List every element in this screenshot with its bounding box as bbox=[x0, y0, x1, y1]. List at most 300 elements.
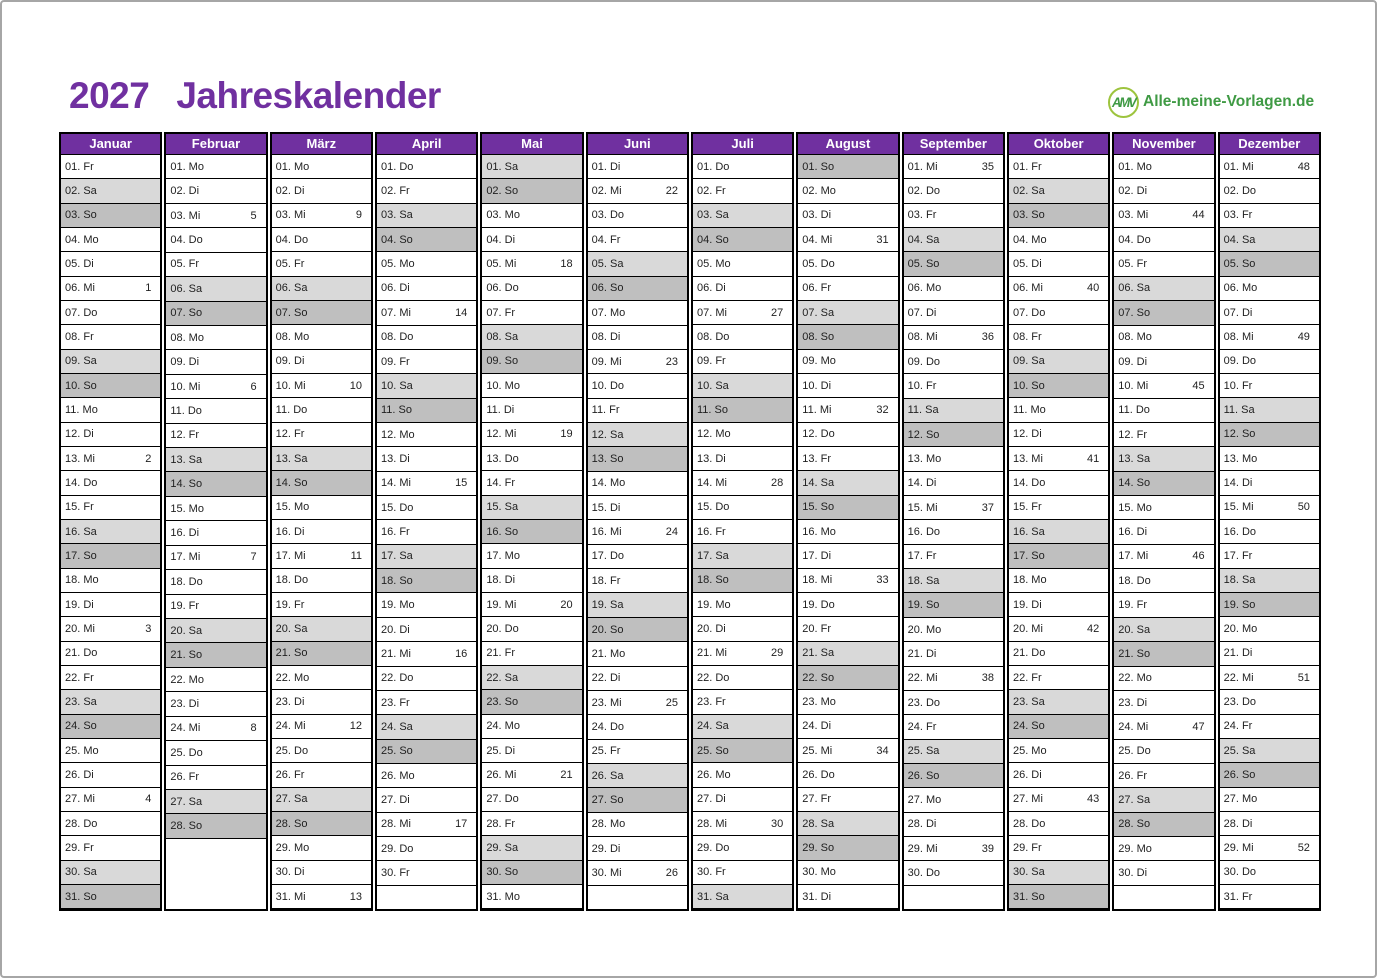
day-cell bbox=[1220, 350, 1319, 374]
day-cell bbox=[272, 423, 371, 447]
day-cell bbox=[1009, 228, 1108, 252]
day-cell bbox=[588, 472, 687, 496]
day-label: 10. Sa bbox=[380, 379, 413, 392]
day-cell bbox=[798, 861, 897, 885]
day-cell bbox=[166, 595, 265, 619]
day-cell bbox=[1114, 861, 1213, 885]
day-label: 02. Fr bbox=[380, 185, 410, 198]
day-label: 08. So bbox=[802, 330, 835, 343]
day-label: 08. Do bbox=[696, 330, 730, 343]
day-label: 12. Di bbox=[1012, 428, 1042, 441]
day-cell bbox=[1114, 252, 1213, 276]
day-label: 13. So bbox=[591, 452, 624, 465]
day-cell bbox=[1009, 885, 1108, 909]
day-cell bbox=[798, 447, 897, 471]
day-cell bbox=[61, 228, 160, 252]
day-label: 09. Di bbox=[1118, 355, 1148, 368]
day-cell bbox=[166, 643, 265, 667]
day-cell bbox=[272, 690, 371, 714]
day-cell bbox=[693, 350, 792, 374]
day-label: 15. So bbox=[802, 501, 835, 514]
day-label: 15. Di bbox=[591, 501, 621, 514]
day-cell bbox=[588, 179, 687, 203]
day-label: 07. Fr bbox=[486, 306, 516, 319]
day-cell bbox=[482, 763, 581, 787]
day-label: 04. Sa bbox=[907, 233, 940, 246]
day-cell bbox=[61, 155, 160, 179]
day-label: 27. Sa bbox=[170, 795, 203, 808]
day-label: 13. Mo bbox=[1223, 452, 1258, 465]
day-label: 18. Do bbox=[1118, 574, 1151, 587]
week-number: 29 bbox=[771, 647, 784, 660]
day-cell bbox=[166, 521, 265, 545]
day-label: 30. Fr bbox=[696, 866, 726, 879]
day-label: 17. Fr bbox=[1223, 549, 1253, 562]
day-label: 11. Mi bbox=[802, 403, 832, 416]
day-cell bbox=[798, 228, 897, 252]
day-cell bbox=[61, 739, 160, 763]
day-label: 31. So bbox=[1012, 890, 1045, 903]
day-label: 17. So bbox=[1012, 549, 1045, 562]
day-cell bbox=[693, 861, 792, 885]
day-cell bbox=[1114, 399, 1213, 423]
day-cell bbox=[904, 861, 1003, 885]
day-label: 03. So bbox=[1012, 209, 1045, 222]
day-cell bbox=[166, 741, 265, 765]
day-cell bbox=[1114, 813, 1213, 837]
day-label: 24. So bbox=[1012, 720, 1045, 733]
day-label: 12. Fr bbox=[170, 429, 200, 442]
day-cell bbox=[1009, 471, 1108, 495]
week-number: 48 bbox=[1297, 160, 1310, 173]
day-cell bbox=[482, 252, 581, 276]
day-label: 11. So bbox=[380, 404, 412, 417]
day-cell bbox=[798, 642, 897, 666]
day-cell bbox=[1009, 252, 1108, 276]
day-label: 26. So bbox=[907, 769, 940, 782]
day-cell bbox=[1220, 739, 1319, 763]
day-cell bbox=[693, 666, 792, 690]
day-cell bbox=[588, 228, 687, 252]
day-cell bbox=[1009, 423, 1108, 447]
day-cell bbox=[588, 545, 687, 569]
day-label: 23. Fr bbox=[696, 695, 726, 708]
month-column-september bbox=[902, 132, 1005, 911]
day-label: 14. Do bbox=[1012, 476, 1046, 489]
day-cell bbox=[272, 398, 371, 422]
day-cell bbox=[1114, 520, 1213, 544]
day-cell bbox=[482, 885, 581, 909]
day-label: 17. Sa bbox=[696, 549, 729, 562]
day-cell bbox=[693, 374, 792, 398]
day-cell bbox=[272, 496, 371, 520]
day-label: 21. Sa bbox=[802, 647, 835, 660]
day-label: 20. Sa bbox=[1118, 623, 1151, 636]
day-cell bbox=[166, 424, 265, 448]
day-label: 14. Do bbox=[65, 476, 98, 489]
day-label: 16. So bbox=[486, 525, 519, 538]
day-cell bbox=[377, 667, 476, 691]
month-column-juni bbox=[586, 132, 689, 911]
day-cell bbox=[904, 472, 1003, 496]
day-label: 18. So bbox=[380, 574, 413, 587]
week-number: 33 bbox=[876, 574, 889, 587]
day-cell bbox=[1220, 666, 1319, 690]
day-label: 14. Mi bbox=[380, 477, 411, 490]
day-cell bbox=[588, 788, 687, 812]
day-label: 27. Di bbox=[380, 794, 410, 807]
day-label: 24. Mi bbox=[1118, 720, 1149, 733]
day-cell bbox=[588, 301, 687, 325]
day-cell bbox=[377, 496, 476, 520]
day-label: 12. Fr bbox=[275, 428, 305, 441]
day-cell bbox=[166, 570, 265, 594]
day-cell bbox=[1009, 179, 1108, 203]
day-cell bbox=[798, 836, 897, 860]
day-label: 03. Fr bbox=[1223, 209, 1253, 222]
day-label: 24. So bbox=[65, 720, 97, 733]
month-header: November bbox=[1114, 134, 1213, 155]
day-cell bbox=[1009, 861, 1108, 885]
day-cell bbox=[482, 593, 581, 617]
day-cell bbox=[588, 496, 687, 520]
day-cell bbox=[588, 813, 687, 837]
day-label: 27. Di bbox=[696, 793, 726, 806]
day-cell bbox=[1220, 642, 1319, 666]
day-label: 16. Di bbox=[170, 527, 200, 540]
day-cell bbox=[798, 520, 897, 544]
day-cell bbox=[798, 544, 897, 568]
day-cell bbox=[904, 350, 1003, 374]
day-cell bbox=[482, 325, 581, 349]
day-label: 03. Mo bbox=[486, 209, 520, 222]
month-column-november bbox=[1112, 132, 1215, 911]
day-cell bbox=[1220, 836, 1319, 860]
day-cell bbox=[693, 593, 792, 617]
day-cell bbox=[166, 668, 265, 692]
day-cell bbox=[482, 423, 581, 447]
day-label: 18. Fr bbox=[591, 574, 621, 587]
day-cell bbox=[272, 861, 371, 885]
day-label: 01. Sa bbox=[486, 160, 519, 173]
day-label: 17. Do bbox=[591, 550, 625, 563]
day-label: 13. Mi bbox=[65, 452, 95, 465]
week-number: 46 bbox=[1192, 550, 1205, 563]
day-label: 01. Di bbox=[591, 160, 621, 173]
day-cell bbox=[272, 788, 371, 812]
week-number: 40 bbox=[1087, 282, 1100, 295]
day-label: 14. Fr bbox=[486, 476, 516, 489]
day-cell bbox=[61, 690, 160, 714]
day-label: 05. Sa bbox=[591, 258, 624, 271]
day-label: 17. So bbox=[65, 549, 97, 562]
day-cell bbox=[798, 277, 897, 301]
brand-logo bbox=[1108, 86, 1314, 118]
day-cell bbox=[482, 471, 581, 495]
day-label: 28. Do bbox=[65, 817, 98, 830]
day-label: 06. So bbox=[591, 282, 624, 295]
day-cell bbox=[166, 399, 265, 423]
day-cell bbox=[693, 544, 792, 568]
month-column-januar bbox=[59, 132, 162, 911]
day-label: 08. Fr bbox=[65, 330, 94, 343]
day-label: 18. Sa bbox=[907, 574, 940, 587]
day-label: 17. Mo bbox=[486, 549, 520, 562]
day-label: 06. Mo bbox=[1223, 282, 1258, 295]
day-label: 22. Fr bbox=[65, 671, 94, 684]
day-cell bbox=[61, 423, 160, 447]
day-label: 24. Do bbox=[591, 720, 625, 733]
day-label: 27. Sa bbox=[1118, 794, 1151, 807]
day-label: 11. Mo bbox=[1012, 403, 1046, 416]
day-cell bbox=[61, 398, 160, 422]
day-cell bbox=[798, 325, 897, 349]
day-cell bbox=[798, 617, 897, 641]
day-cell bbox=[588, 691, 687, 715]
day-cell bbox=[798, 715, 897, 739]
day-label: 04. So bbox=[380, 233, 413, 246]
day-label: 05. Fr bbox=[275, 257, 305, 270]
day-cell bbox=[1220, 690, 1319, 714]
day-label: 13. Di bbox=[380, 452, 410, 465]
day-label: 05. Mi bbox=[486, 257, 517, 270]
day-cell bbox=[1220, 715, 1319, 739]
day-cell bbox=[588, 326, 687, 350]
day-cell bbox=[904, 764, 1003, 788]
day-label: 12. Di bbox=[65, 428, 94, 441]
day-label: 10. Mi bbox=[275, 379, 306, 392]
day-label: 10. So bbox=[65, 379, 97, 392]
day-cell bbox=[482, 155, 581, 179]
day-label: 17. Mi bbox=[275, 549, 306, 562]
day-label: 04. Fr bbox=[591, 233, 621, 246]
day-label: 22. So bbox=[802, 671, 835, 684]
day-label: 16. Di bbox=[1118, 526, 1148, 539]
day-cell bbox=[798, 569, 897, 593]
day-label: 16. Fr bbox=[380, 526, 410, 539]
day-label: 19. Fr bbox=[1118, 599, 1148, 612]
day-cell bbox=[377, 277, 476, 301]
week-number: 15 bbox=[455, 477, 468, 490]
day-cell bbox=[61, 642, 160, 666]
day-label: 28. Di bbox=[907, 818, 937, 831]
day-cell bbox=[1114, 740, 1213, 764]
day-cell bbox=[1009, 496, 1108, 520]
day-label: 15. Mo bbox=[1118, 501, 1152, 514]
day-cell bbox=[1114, 837, 1213, 861]
day-label: 11. Do bbox=[1118, 404, 1150, 417]
day-label: 28. So bbox=[170, 820, 203, 833]
day-cell bbox=[588, 155, 687, 179]
day-cell bbox=[904, 179, 1003, 203]
day-cell bbox=[482, 715, 581, 739]
day-label: 16. Di bbox=[275, 525, 305, 538]
day-label: 22. Mi bbox=[1223, 671, 1254, 684]
day-cell bbox=[272, 642, 371, 666]
day-cell bbox=[1220, 301, 1319, 325]
day-label: 31. So bbox=[65, 890, 97, 903]
day-cell bbox=[272, 715, 371, 739]
day-cell bbox=[1220, 277, 1319, 301]
day-label: 02. Sa bbox=[1012, 184, 1045, 197]
day-cell bbox=[61, 617, 160, 641]
day-label: 17. Sa bbox=[380, 550, 413, 563]
day-label: 23. So bbox=[486, 695, 519, 708]
day-cell bbox=[377, 569, 476, 593]
week-number: 7 bbox=[250, 551, 257, 564]
day-label: 01. Do bbox=[380, 160, 414, 173]
day-cell bbox=[377, 350, 476, 374]
day-cell bbox=[61, 861, 160, 885]
day-label: 17. Fr bbox=[907, 550, 937, 563]
day-label: 29. Do bbox=[380, 842, 414, 855]
day-label: 25. Fr bbox=[591, 745, 621, 758]
day-cell bbox=[482, 228, 581, 252]
day-label: 10. Mi bbox=[170, 380, 201, 393]
amv-monogram: AMV bbox=[1112, 94, 1135, 110]
day-label: 08. Mo bbox=[170, 331, 204, 344]
week-number: 31 bbox=[876, 233, 889, 246]
day-label: 13. Mi bbox=[1012, 452, 1043, 465]
day-cell bbox=[1220, 520, 1319, 544]
day-label: 17. Di bbox=[802, 549, 832, 562]
day-label: 01. Mo bbox=[1118, 160, 1152, 173]
day-label: 07. So bbox=[275, 306, 308, 319]
day-label: 30. So bbox=[486, 866, 519, 879]
day-label: 26. Di bbox=[65, 768, 94, 781]
day-cell bbox=[1114, 764, 1213, 788]
day-label: 24. Mo bbox=[486, 720, 520, 733]
day-label: 25. Sa bbox=[907, 745, 940, 758]
week-number: 44 bbox=[1192, 209, 1205, 222]
day-label: 06. Mi bbox=[65, 282, 95, 295]
day-cell bbox=[166, 766, 265, 790]
day-label: 04. Mo bbox=[1012, 233, 1047, 246]
day-cell bbox=[482, 204, 581, 228]
week-number: 26 bbox=[665, 867, 678, 880]
week-number: 38 bbox=[981, 672, 994, 685]
day-label: 05. So bbox=[1223, 257, 1256, 270]
day-cell bbox=[1009, 593, 1108, 617]
day-cell bbox=[482, 861, 581, 885]
month-column-april bbox=[375, 132, 478, 911]
day-cell bbox=[693, 471, 792, 495]
day-label: 23. Mo bbox=[802, 695, 836, 708]
day-label: 10. Do bbox=[591, 379, 625, 392]
day-cell bbox=[1220, 885, 1319, 909]
day-cell bbox=[693, 277, 792, 301]
month-header: September bbox=[904, 134, 1003, 155]
day-label: 27. Mi bbox=[65, 793, 95, 806]
day-label: 15. Mi bbox=[907, 501, 938, 514]
day-cell bbox=[377, 326, 476, 350]
day-cell bbox=[482, 617, 581, 641]
day-label: 24. Di bbox=[802, 720, 832, 733]
day-cell bbox=[61, 252, 160, 276]
day-label: 05. Mo bbox=[380, 258, 415, 271]
day-cell bbox=[61, 277, 160, 301]
month-column-juli bbox=[691, 132, 794, 911]
day-cell bbox=[904, 204, 1003, 228]
week-number: 30 bbox=[771, 817, 784, 830]
day-cell bbox=[693, 520, 792, 544]
day-label: 29. Di bbox=[591, 842, 621, 855]
day-label: 25. Sa bbox=[1223, 744, 1256, 757]
day-cell bbox=[588, 423, 687, 447]
day-cell bbox=[272, 301, 371, 325]
day-cell bbox=[377, 447, 476, 471]
day-cell bbox=[1009, 788, 1108, 812]
day-label: 20. Sa bbox=[275, 622, 308, 635]
day-label: 27. Sa bbox=[275, 793, 308, 806]
day-cell bbox=[1114, 179, 1213, 203]
day-label: 01. Fr bbox=[65, 160, 94, 173]
day-cell bbox=[482, 690, 581, 714]
day-label: 19. Do bbox=[802, 598, 835, 611]
week-number: 41 bbox=[1087, 452, 1100, 465]
day-label: 09. Sa bbox=[65, 355, 97, 368]
day-cell bbox=[904, 496, 1003, 520]
day-label: 04. So bbox=[696, 233, 729, 246]
day-cell bbox=[904, 447, 1003, 471]
day-cell bbox=[1009, 155, 1108, 179]
day-cell bbox=[904, 423, 1003, 447]
day-cell bbox=[693, 423, 792, 447]
day-cell bbox=[904, 691, 1003, 715]
day-cell bbox=[1220, 763, 1319, 787]
day-cell bbox=[1009, 301, 1108, 325]
day-label: 30. Di bbox=[1118, 867, 1148, 880]
day-cell bbox=[377, 593, 476, 617]
day-label: 23. Di bbox=[275, 695, 305, 708]
page-title bbox=[69, 76, 441, 117]
day-label: 21. So bbox=[170, 649, 203, 662]
day-label: 20. Mi bbox=[65, 622, 95, 635]
day-cell bbox=[272, 739, 371, 763]
week-number: 36 bbox=[981, 331, 994, 344]
day-cell bbox=[377, 618, 476, 642]
day-cell bbox=[693, 788, 792, 812]
day-label: 16. Sa bbox=[1012, 525, 1045, 538]
week-number: 12 bbox=[349, 720, 362, 733]
day-cell bbox=[693, 204, 792, 228]
day-cell bbox=[1220, 812, 1319, 836]
day-label: 13. Do bbox=[486, 452, 519, 465]
week-number: 45 bbox=[1192, 379, 1205, 392]
day-label: 19. Mo bbox=[380, 599, 415, 612]
day-label: 11. Do bbox=[170, 404, 202, 417]
day-cell bbox=[377, 252, 476, 276]
calendar-page bbox=[2, 2, 1375, 976]
day-cell bbox=[1009, 447, 1108, 471]
day-cell bbox=[904, 715, 1003, 739]
day-cell bbox=[61, 666, 160, 690]
day-cell bbox=[377, 788, 476, 812]
day-cell bbox=[904, 813, 1003, 837]
day-label: 20. Di bbox=[696, 622, 726, 635]
day-cell bbox=[693, 301, 792, 325]
day-cell bbox=[272, 836, 371, 860]
day-label: 06. Do bbox=[486, 282, 519, 295]
year-calendar bbox=[59, 132, 1321, 911]
week-number: 19 bbox=[560, 428, 573, 441]
week-number: 52 bbox=[1297, 841, 1310, 854]
day-label: 26. Mo bbox=[380, 769, 415, 782]
day-cell bbox=[482, 666, 581, 690]
day-cell bbox=[588, 618, 687, 642]
day-label: 09. Sa bbox=[1012, 355, 1045, 368]
day-cell bbox=[1009, 544, 1108, 568]
